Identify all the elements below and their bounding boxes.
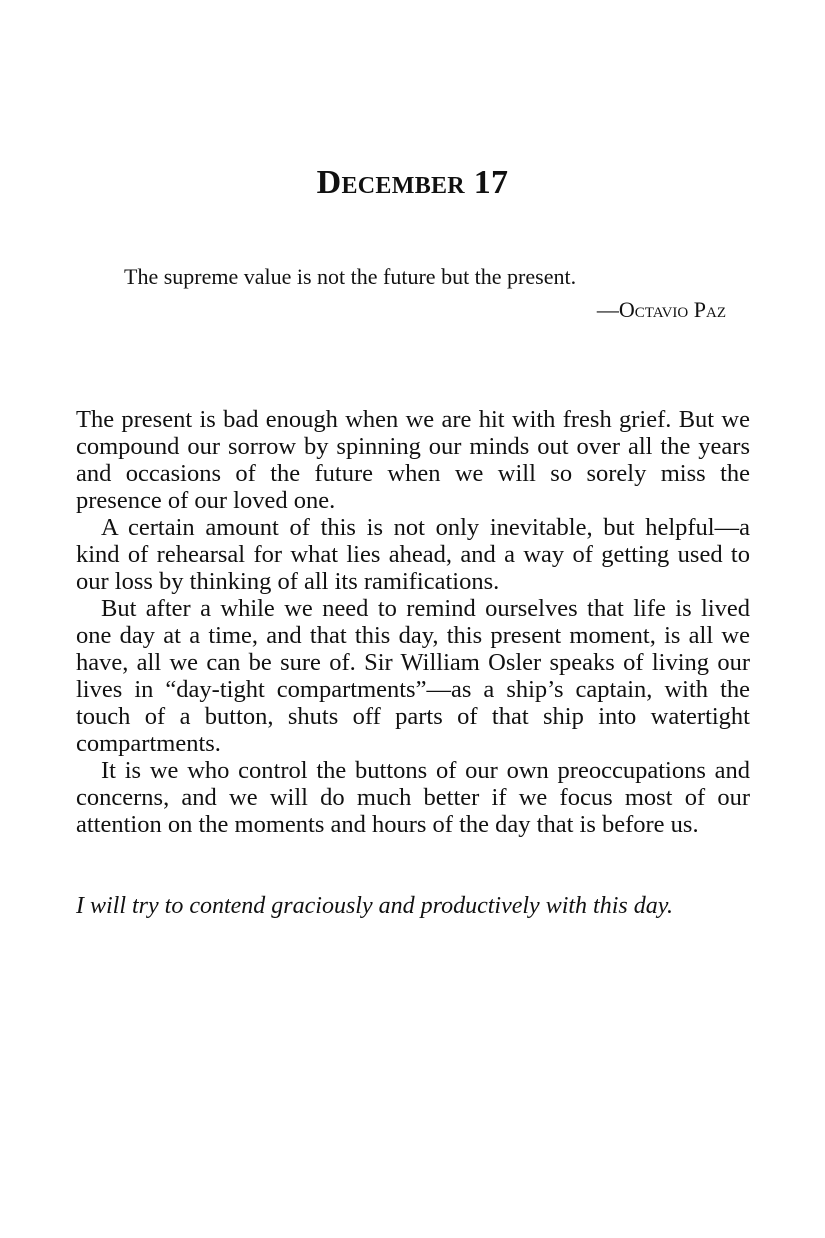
body-text [76,406,750,838]
page-title: December 17 [316,164,509,201]
body-paragraph: It is we who control the buttons of our own preoccupations and concerns, and we will do much better if we focus most of our attention on the moments and hours of the day that is before us. [76,757,750,838]
body-paragraph: The present is bad enough when we are hit with fresh grief. But we compound our sorrow by spinning our minds out over all the years and occasions of the future when we will so sorely miss the presence of our loved one. [76,406,750,514]
body-paragraph: A certain amount of this is not only inevitable, but helpful—a kind of rehearsal for what lies ahead, and a way of getting used to our loss by thinking of all its ramifications. [76,514,750,595]
closing-affirmation: I will try to contend graciously and productively with this day. [76,893,674,919]
body-paragraph: But after a while we need to remind ourselves that life is lived one day at a time, and that this day, this present moment, is all we have, all we can be sure of. Sir William Osler speaks of living our lives in “day-tight compartments”—as a ship’s captain, with the touch of a button, shuts off parts of that ship into watertight compartments. [76,595,750,757]
epigraph [124,262,726,325]
epigraph-attribution: —Octavio Paz [596,297,726,322]
epigraph-quote: The supreme value is not the future but the present. [124,264,577,289]
